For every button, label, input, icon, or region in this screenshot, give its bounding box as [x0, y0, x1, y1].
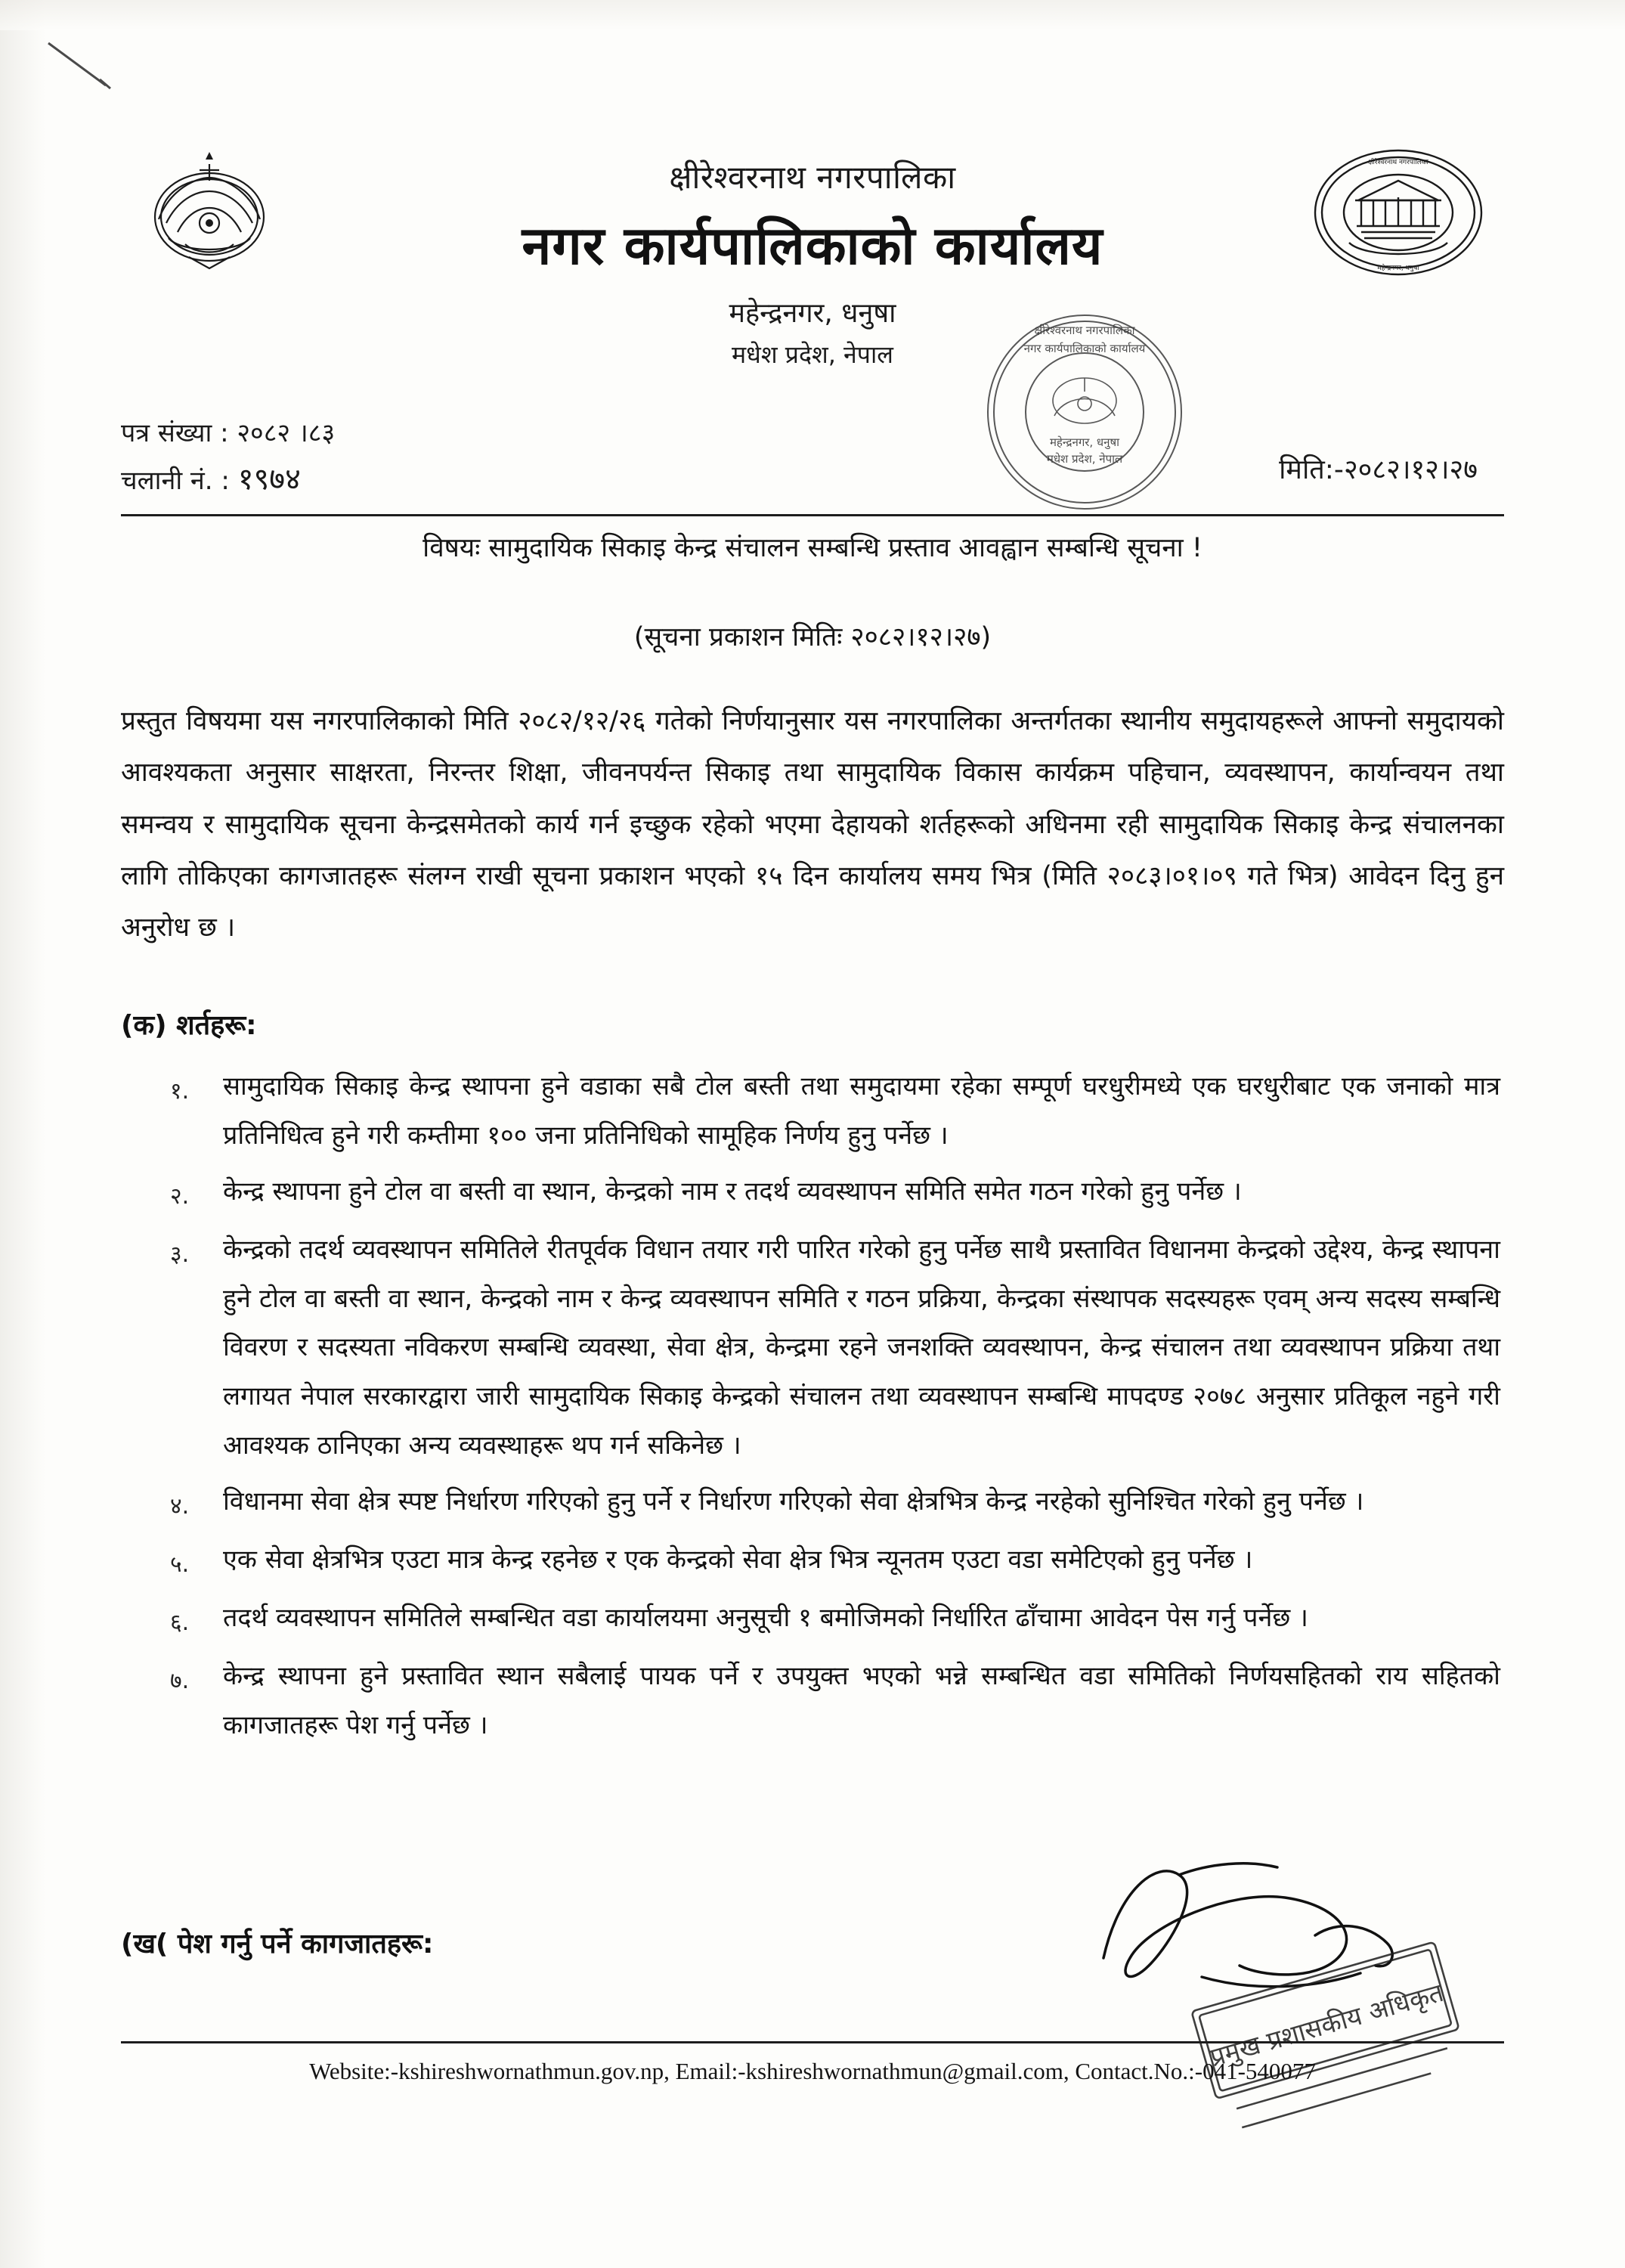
footer-contact: Website:-kshireshwornathmun.gov.np, Email:-kshireshwornathmun@gmail.com, Contact.No.:-041-540077	[309, 2058, 1316, 2084]
list-item-number: ३.	[170, 1241, 190, 1269]
svg-text:नगर कार्यपालिकाको कार्यालय: नगर कार्यपालिकाको कार्यालय	[1023, 342, 1146, 355]
list-item-text: एक सेवा क्षेत्रभित्र एउटा मात्र केन्द्र रहनेछ र एक केन्द्रको सेवा क्षेत्र भित्र न्यूनतम एउटा वडा समेटिएको हुनु पर्नेछ ।	[223, 1545, 1253, 1576]
list-item-text: केन्द्र स्थापना हुने प्रस्तावित स्थान सबैलाई पायक पर्ने र उपयुक्त भएको भन्ने सम्बन्धित वडा समितिको निर्णयसहितको राय सहितको कागजातहरू पेश गर्नु पर्नेछ ।	[223, 1661, 1500, 1740]
reference-block	[121, 412, 335, 504]
list-item	[170, 1167, 1500, 1218]
office-province: मधेश प्रदेश, नेपाल	[732, 340, 893, 369]
list-item-text: केन्द्र स्थापना हुने टोल वा बस्ती वा स्थान, केन्द्रको नाम र तदर्थ व्यवस्थापन समिति समेत गठन गरेको हुनु पर्नेछ ।	[223, 1176, 1242, 1207]
svg-text:प्रमुख प्रशासकीय अधिकृत: प्रमुख प्रशासकीय अधिकृत	[1206, 1977, 1447, 2074]
body-paragraph: प्रस्तुत विषयमा यस नगरपालिकाको मिति २०८२/१२/२६ गतेको निर्णयानुसार यस नगरपालिका अन्तर्गतका स्थानीय समुदायहरूले आफ्नो समुदायको आवश्यकता अनुसार साक्षरता, निरन्तर शिक्षा, जीवनपर्यन्त सिकाइ तथा सामुदायिक विकास कार्यक्रम पहिचान, व्यवस्थापन, कार्यान्वयन तथा समन्वय र सामुदायिक सूचना केन्द्रसमेतको कार्य गर्न इच्छुक रहेको भएमा देहायको शर्तहरूको अधिनमा रही सामुदायिक सिकाइ केन्द्र संचालनका लागि तोकिएका कागजातहरू संलग्न राखी सूचना प्रकाशन भएको १५ दिन कार्यालय समय भित्र (मिति २०८३।०१।०९ गते भित्र) आवेदन दिनु हुन अनुरोध छ ।	[121, 706, 1504, 943]
list-item	[170, 1652, 1500, 1749]
letter-number-label: पत्र संख्या :	[121, 418, 229, 448]
organization-name: क्षीरेश्वरनाथ नगरपालिका	[669, 159, 956, 196]
svg-text:क्षीरेश्वरनाथ नगरपालिका: क्षीरेश्वरनाथ नगरपालिका	[1368, 159, 1428, 166]
letter-number-line	[121, 412, 335, 454]
footer-divider	[121, 2041, 1504, 2043]
office-round-seal-icon	[975, 302, 1194, 522]
letter-date-value: २०८२।१२।२७	[1343, 454, 1478, 485]
list-item-text: तदर्थ व्यवस्थापन समितिले सम्बन्धित वडा कार्यालयमा अनुसूची १ बमोजिमको निर्धारित ढाँचामा आवेदन पेस गर्नु पर्नेछ ।	[223, 1603, 1308, 1634]
dispatch-number-label: चलानी नं. :	[121, 466, 230, 497]
list-item-text: सामुदायिक सिकाइ केन्द्र स्थापना हुने वडाका सबै टोल बस्ती तथा समुदायमा रहेका सम्पूर्ण घरधुरीमध्ये एक घरधुरीबाट एक जनाको मात्र प्रतिनिधित्व हुने गरी कम्तीमा १०० जना प्रतिनिधिको सामूहिक निर्णय हुनु पर्नेछ ।	[223, 1071, 1500, 1151]
list-item	[170, 1225, 1500, 1470]
letter-number-value: २०८२ ।८३	[237, 418, 336, 448]
letter-date	[1279, 450, 1478, 487]
section-a-title: (क) शर्तहरू:	[121, 1010, 257, 1041]
list-item	[170, 1477, 1500, 1528]
publication-date: (सूचना प्रकाशन मितिः २०८२।१२।२७)	[633, 622, 992, 652]
list-item-text: विधानमा सेवा क्षेत्र स्पष्ट निर्धारण गरिएको हुनु पर्ने र निर्धारण गरिएको सेवा क्षेत्रभित्र केन्द्र नरहेको सुनिश्चित गरेको हुनु पर्नेछ ।	[223, 1486, 1364, 1517]
dispatch-number-line	[121, 454, 335, 504]
header-divider	[121, 514, 1504, 516]
list-item-number: ५.	[170, 1551, 190, 1579]
office-location: महेन्द्रनगर, धनुषा	[729, 298, 896, 329]
list-item-number: ४.	[170, 1493, 190, 1520]
list-item-text: केन्द्रको तदर्थ व्यवस्थापन समितिले रीतपूर्वक विधान तयार गरी पारित गरेको हुनु पर्नेछ साथै प्रस्तावित विधानमा केन्द्रको उद्देश्य, केन्द्र स्थापना हुने टोल वा बस्ती वा स्थान, केन्द्रको नाम र केन्द्र व्यवस्थापन समिति र गठन प्रक्रिया, केन्द्रका संस्थापक सदस्यहरू एवम् अन्य सदस्य सम्बन्धि विवरण र सदस्यता नविकरण सम्बन्धि व्यवस्था, सेवा क्षेत्र, केन्द्रमा रहने जनशक्ति व्यवस्थापन, केन्द्र संचालन तथा व्यवस्थापन प्रक्रिया तथा लगायत नेपाल सरकारद्वारा जारी सामुदायिक सिकाइ केन्द्रको संचालन तथा व्यवस्थापन सम्बन्धि मापदण्ड २०७८ अनुसार प्रतिकूल नहुने गरी आवश्यक ठानिएका अन्य व्यवस्थाहरू थप गर्न सकिनेछ ।	[223, 1235, 1500, 1461]
conditions-list	[170, 1062, 1500, 1757]
svg-text:महेन्द्रनगर, धनुषा: महेन्द्रनगर, धनुषा	[1049, 435, 1120, 449]
list-item-number: ६.	[170, 1610, 190, 1637]
list-item-number: ७.	[170, 1668, 190, 1695]
list-item	[170, 1535, 1500, 1586]
list-item-number: १.	[170, 1078, 190, 1105]
list-item	[170, 1062, 1500, 1160]
list-item	[170, 1594, 1500, 1644]
svg-text:महेन्द्रनगर, धनुषा: महेन्द्रनगर, धनुषा	[1377, 265, 1419, 272]
list-item-number: २.	[170, 1183, 190, 1210]
letterhead	[0, 0, 1625, 369]
subject-line: विषयः सामुदायिक सिकाइ केन्द्र संचालन सम्बन्धि प्रस्ताव आवह्वान सम्बन्धि सूचना !	[422, 533, 1202, 563]
office-title: नगर कार्यपालिकाको कार्यालय	[522, 215, 1103, 277]
svg-text:क्षीरेश्वरनाथ नगरपालिका: क्षीरेश्वरनाथ नगरपालिका	[1034, 324, 1135, 337]
letter-date-label: मिति:-	[1279, 454, 1344, 485]
svg-text:मधेश प्रदेश, नेपाल: मधेश प्रदेश, नेपाल	[1046, 452, 1123, 466]
section-b-title: (ख( पेश गर्नु पर्ने कागजातहरू:	[121, 1929, 434, 1960]
dispatch-number-value: १९७४	[237, 462, 301, 497]
